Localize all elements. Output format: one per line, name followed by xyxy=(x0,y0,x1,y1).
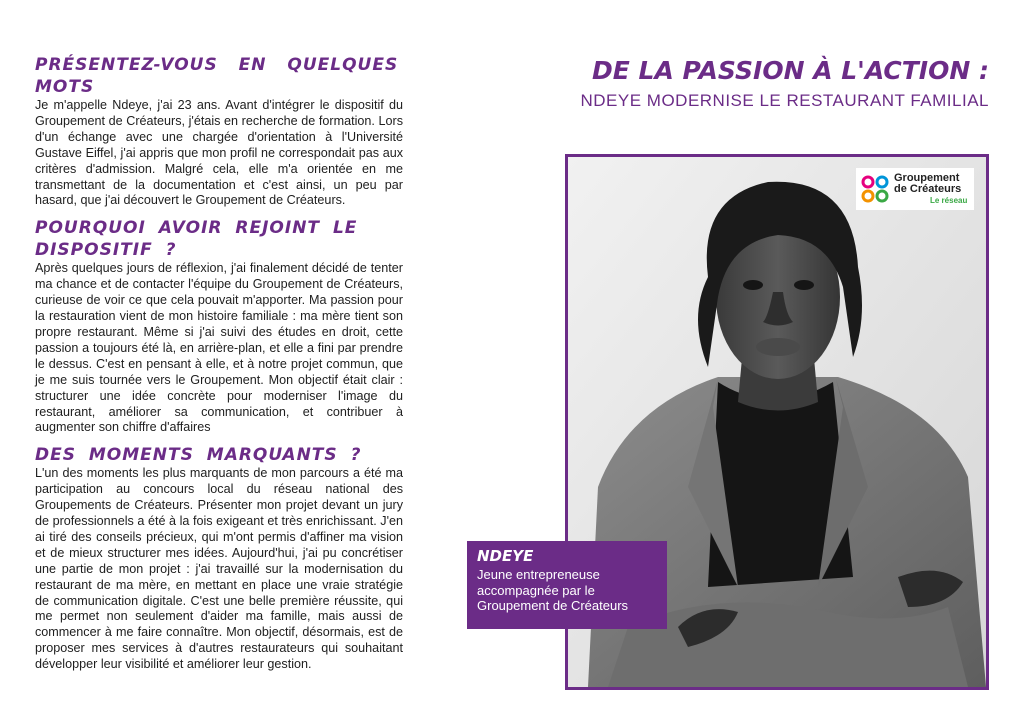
section-heading: DES MOMENTS MARQUANTS ? xyxy=(35,445,362,466)
section-heading: PRÉSENTEZ-VOUS EN QUELQUES MOTS xyxy=(35,55,399,97)
section-highlights xyxy=(35,444,403,673)
section-heading: POURQUOI AVOIR REJOINT LE DISPOSITIF ? xyxy=(35,218,358,261)
logo-line: Groupement xyxy=(894,171,960,184)
caption-name: NDEYE xyxy=(477,547,534,565)
section-presentation xyxy=(35,54,403,209)
logo-line: de Créateurs xyxy=(894,182,962,195)
page-title: DE LA PASSION À L'ACTION : xyxy=(592,56,989,85)
section-text: Après quelques jours de réflexion, j'ai finalement décidé de tenter ma chance et de contacter l'équipe du Groupement de Créateurs, curieuse de voir ce que cela pouvait m'apporter. Ma passion pour la restauration vient de mon histoire familiale : ma mère tient son propre restaurant. Même si j'ai suivi des études en droit, cette passion a toujours été là, en arrière-plan, et elle a fini par prendre le dessus. C'est en pensant à elle, et à notre projet commun, que je me suis tournée vers le Groupement. Mon objectif était clair : structurer une idée concrète pour moderniser l'image du restaurant, améliorer sa communication, et contribuer à augmenter son chiffre d'affaires xyxy=(35,261,403,435)
article-column xyxy=(35,54,403,681)
caption-description: Jeune entrepreneuse accompagnée par le Groupement de Créateurs xyxy=(477,567,629,613)
section-motivation xyxy=(35,217,403,436)
section-text: L'un des moments les plus marquants de mon parcours a été ma participation au concours local du réseau national des Groupements de Créateurs. Présenter mon projet devant un jury de professionnels a été à la fois exigeant et très enrichissant. J'en ai tiré des conseils précieux, qui m'ont permis d'affiner ma vision et de mieux structurer mes idées. Aujourd'hui, j'ai pu concrétiser une partie de mon projet : j'ai travaillé sur la modernisation du restaurant de ma mère, en mettant en place une vraie stratégie de communication digitale. C'est une belle première réussite, qui me permet non seulement d'aider ma famille, mais aussi de commencer à me faire connaître. Mon objectif, désormais, est de proposer mes services à d'autres restaurateurs qui souhaitant développer leur visibilité et améliorer leur gestion. xyxy=(35,466,403,672)
gears-logo-icon xyxy=(860,174,890,204)
logo-tagline: Le réseau xyxy=(930,195,968,205)
groupement-logo xyxy=(856,168,974,210)
page-subtitle: NDEYE MODERNISE LE RESTAURANT FAMILIAL xyxy=(580,91,989,110)
section-text: Je m'appelle Ndeye, j'ai 23 ans. Avant d'intégrer le dispositif du Groupement de Créateurs, j'étais en recherche de formation. Lors d'un échange avec une chargée d'orientation à l'Université Gustave Eiffel, j'ai appris que mon profil ne correspondait pas aux critères d'admission. Malgré cela, elle m'a orientée en me transmettant de la documentation et c'est ainsi, un peu par hasard, que j'ai découvert le Groupement de Créateurs. xyxy=(35,98,403,208)
portrait-caption xyxy=(467,541,667,629)
logo-wordmark xyxy=(894,173,967,206)
page-header xyxy=(580,56,989,112)
